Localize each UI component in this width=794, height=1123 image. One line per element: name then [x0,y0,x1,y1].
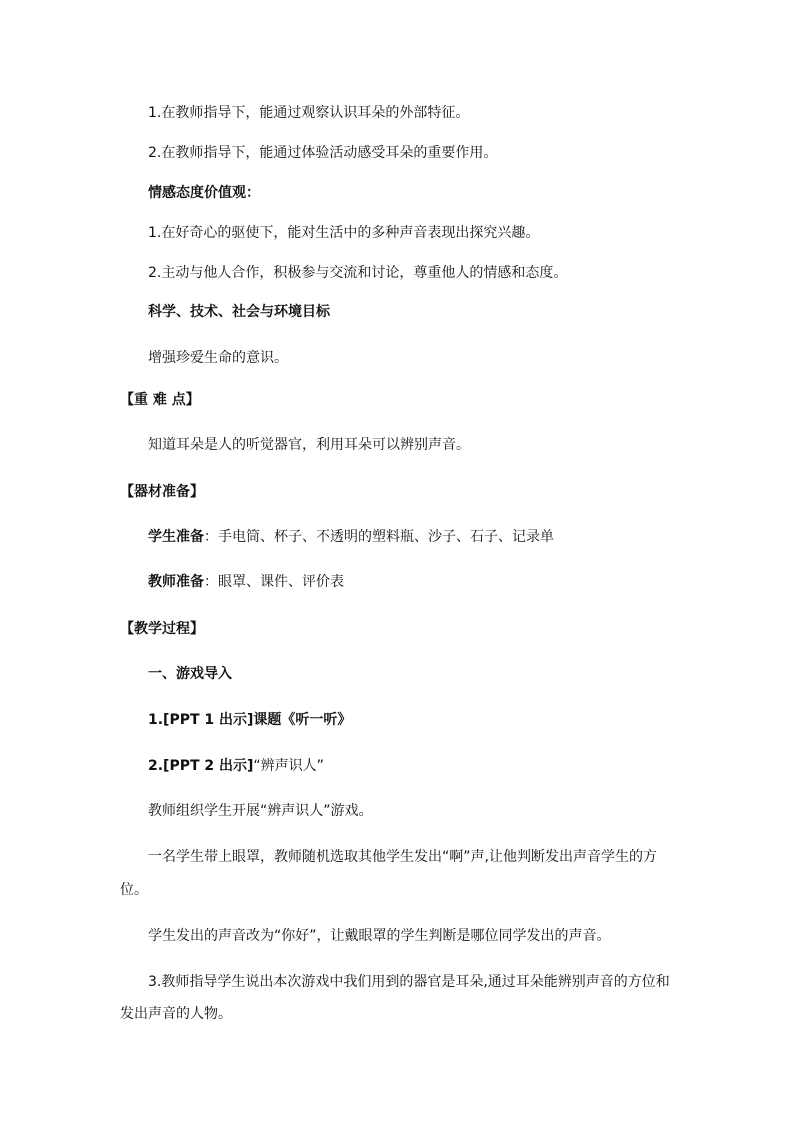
paragraph-3: 学生发出的声音改为“你好”，让戴眼罩的学生判断是哪位同学发出的声音。 [148,928,611,944]
student-materials-items: ：手电筒、杯子、不透明的塑料瓶、沙子、石子、记录单 [204,529,554,545]
key-points-heading: 【重 难 点】 [120,392,200,408]
step-3-line-2: 发出声音的人物。 [120,1006,232,1022]
student-materials-label: 学生准备 [148,529,204,545]
key-points-text: 知道耳朵是人的听觉器官，利用耳朵可以辨别声音。 [148,437,470,453]
skill-objective-2: 2.在教师指导下，能通过体验活动感受耳朵的重要作用。 [148,145,498,161]
teacher-materials [148,572,344,592]
step-2-tag: 2.[PPT 2 出示] [148,758,254,774]
paragraph-2-line-1: 一名学生带上眼罩，教师随机选取其他学生发出“啊”声,让他判断发出声音学生的方 [148,849,657,865]
emotion-heading: 情感态度价值观： [148,185,260,201]
teacher-materials-items: ：眼罩、课件、评价表 [204,574,344,590]
paragraph-1: 教师组织学生开展“辨声识人”游戏。 [148,803,373,819]
teacher-materials-label: 教师准备 [148,574,204,590]
sts-heading: 科学、技术、社会与环境目标 [148,304,330,320]
emotion-objective-2: 2.主动与他人合作，积极参与交流和讨论，尊重他人的情感和态度。 [148,265,568,281]
emotion-objective-1: 1.在好奇心的驱使下，能对生活中的多种声音表现出探究兴趣。 [148,225,540,241]
step-1: 1.[PPT 1 出示]课题《听一听》 [148,712,352,728]
process-heading: 【教学过程】 [120,621,204,637]
sts-objective-1: 增强珍爱生命的意识。 [148,350,288,366]
student-materials [148,527,554,547]
step-2 [148,756,324,776]
part1-title: 一、游戏导入 [148,666,232,682]
step-3-line-1: 3.教师指导学生说出本次游戏中我们用到的器官是耳朵,通过耳朵能辨别声音的方位和 [148,974,670,990]
materials-heading: 【器材准备】 [120,484,204,500]
skill-objective-1: 1.在教师指导下，能通过观察认识耳朵的外部特征。 [148,105,470,121]
paragraph-2-line-2: 位。 [120,882,148,898]
step-2-text: “辨声识人” [253,758,324,774]
